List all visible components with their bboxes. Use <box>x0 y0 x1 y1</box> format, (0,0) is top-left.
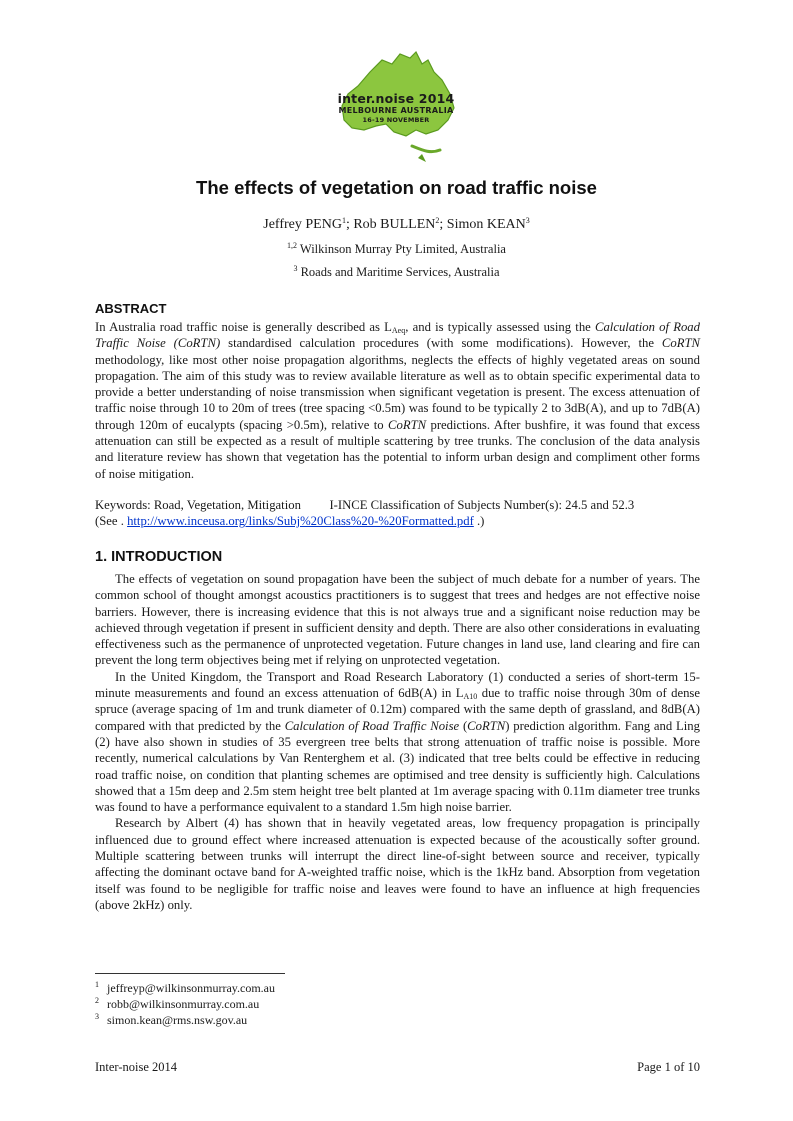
footnote-divider <box>95 973 285 974</box>
emphasis: CoRTN <box>467 718 506 733</box>
abstract-heading: ABSTRACT <box>95 301 167 316</box>
abstract-paragraph <box>95 319 700 482</box>
section-heading-introduction: 1. INTRODUCTION <box>95 549 223 565</box>
logo-location: MELBOURNE AUSTRALIA <box>338 106 454 115</box>
author-separator: ; <box>345 217 354 232</box>
subscript: Aeq <box>391 326 406 335</box>
footnote <box>95 980 275 996</box>
classification-reference <box>95 513 700 529</box>
abstract-body <box>95 319 700 482</box>
logo-title: inter.noise 2014 <box>337 91 455 106</box>
emphasis: CoRTN <box>388 417 427 432</box>
body-paragraph: Research by Albert (4) has shown that in heavily vegetated areas, low frequency propagation is principally influenced due to ground effect where increased attenuation is expected because of the acoustically softer ground. Multiple scattering between trunks will interrupt the direct line-of-sight between source and receiver, typically affecting the dominant octave band for A-weighted traffic noise, which is the 1kHz band. Absorption from vegetation itself was found to be negligible for traffic noise and leaves were found to have an influence at high frequencies (above 2kHz) only. <box>95 816 700 912</box>
tasmania-shape <box>418 154 426 162</box>
footnote <box>95 1012 275 1028</box>
body-paragraph <box>95 669 700 816</box>
affiliation-text: Wilkinson Murray Pty Limited, Australia <box>297 242 506 256</box>
affiliation <box>0 265 793 280</box>
footnote-email: simon.kean@rms.nsw.gov.au <box>107 1013 248 1027</box>
text-run: In Australia road traffic noise is generally described as L <box>95 320 392 334</box>
author-affil-mark: 2 <box>435 216 440 225</box>
footnote-mark: 2 <box>95 996 99 1005</box>
emphasis: Calculation of Road Traffic Noise (CoRTN) <box>95 320 700 351</box>
author-list <box>0 217 793 233</box>
text-run: predictions. After bushfire, it was found that excess attenuation can still be expected as a result of multiple scattering by tree trunks. The conclusion of the data analysis and literature review has shown that vegetation has the potential to inform urban design and compliment other forms of noise mitigation. <box>95 417 700 481</box>
paper-title: The effects of vegetation on road traffic noise <box>196 177 597 198</box>
text-run: .) <box>473 514 485 529</box>
emphasis: Calculation of Road Traffic Noise <box>284 718 460 733</box>
footnote-mark: 3 <box>95 1012 99 1021</box>
author-name: Jeffrey PENG <box>263 217 342 232</box>
text-run: , and is typically assessed using the <box>405 320 595 334</box>
boomerang-stroke <box>412 146 440 152</box>
introduction-body <box>95 571 700 913</box>
text-run: methodology, like most other noise propagation algorithms, neglects the effects of highly vegetated areas on sound propagation. The aim of this study was to review available literature as well as to obtain specific experimental data to provide a better understanding of noise transmission when significant vegetation is present. The excess attenuation of traffic noise through 10 to 20m of trees (tree spacing <0.5m) was found to be typically 2 to 3dB(A), and up to 7dB(A) through 120m of eucalypts (spacing >0.5m), relative to <box>95 352 700 432</box>
affiliation <box>0 242 793 257</box>
author-name: Simon KEAN <box>446 217 526 232</box>
keywords-line: Keywords: Road, Vegetation, Mitigation I-INCE Classification of Subjects Number(s): 24.5 and 52.3 <box>95 498 635 512</box>
footnote <box>95 996 275 1012</box>
author-name: Rob BULLEN <box>353 217 436 232</box>
subscript: A10 <box>463 692 478 702</box>
text-run: due to traffic noise through 30m of dense spruce (average spacing of 1m and trunk diameter of 0.12m) compared with the same depth of grassland, and 8dB(A) compared with that predicted by the <box>95 686 700 733</box>
text-run: (See . <box>95 514 128 529</box>
footnote-email: robb@wilkinsonmurray.com.au <box>107 997 260 1011</box>
affiliation-mark: 3 <box>293 264 298 273</box>
text-run: ( <box>459 718 468 733</box>
emphasis: CoRTN <box>661 336 700 351</box>
affiliation-mark: 1,2 <box>287 241 297 250</box>
footer-conference: Inter-noise 2014 <box>95 1060 178 1074</box>
author-separator: ; <box>439 217 447 232</box>
keywords-block <box>95 497 700 530</box>
text-run: ) prediction algorithm. Fang and Ling (2) have also shown in studies of 35 evergreen tree belts that strong attenuation of traffic noise is possible. More recently, numerical calculations by Van Renterghem et al. (3) indicated that tree belts could be effective in reducing road traffic noise, on condition that planting schemes are optimised and tree density is sufficiently high. Calculations showed that a 15m deep and 2.5m stem height tree belt planted at 1m average spacing with 0.11m diameter tree trunks was found to have a performance equivalent to a standard 1.5m high noise barrier. <box>95 718 700 815</box>
body-paragraph: The effects of vegetation on sound propagation have been the subject of much debate for a number of years. The common school of thought amongst acoustics practitioners is to suggest that trees and hedges are not effective noise barriers. However, there is increasing evidence that this is not always true and a significant noise reduction may be achieved through vegetation if present in sufficient density and depth. There are also other considerations in evaluating effectiveness such as the permanence of unprotected vegetation. Future changes in land use, land clearing and fire can prevent the long term objectives being met if relying on unprotected vegetation. <box>95 572 700 668</box>
author-affil-mark: 1 <box>341 216 346 225</box>
footnote-email: jeffreyp@wilkinsonmurray.com.au <box>107 981 276 995</box>
author-affil-mark: 3 <box>525 216 530 225</box>
text-run: In the United Kingdom, the Transport and Road Research Laboratory (1) conducted a series of short-term 15-minute measurements and found an excess attenuation of 6dB(A) in L <box>95 669 700 701</box>
affiliation-text: Roads and Maritime Services, Australia <box>297 265 500 279</box>
footnotes <box>95 980 275 1028</box>
conference-logo <box>330 50 462 166</box>
logo-dates: 16-19 NOVEMBER <box>362 116 430 124</box>
footnote-mark: 1 <box>95 980 99 989</box>
footer-page-number: Page 1 of 10 <box>637 1060 700 1074</box>
classification-link[interactable]: http://www.inceusa.org/links/Subj%20Class%20-%20Formatted.pdf <box>127 514 474 529</box>
text-run: standardised calculation procedures (with some modifications). However, the <box>220 336 662 351</box>
